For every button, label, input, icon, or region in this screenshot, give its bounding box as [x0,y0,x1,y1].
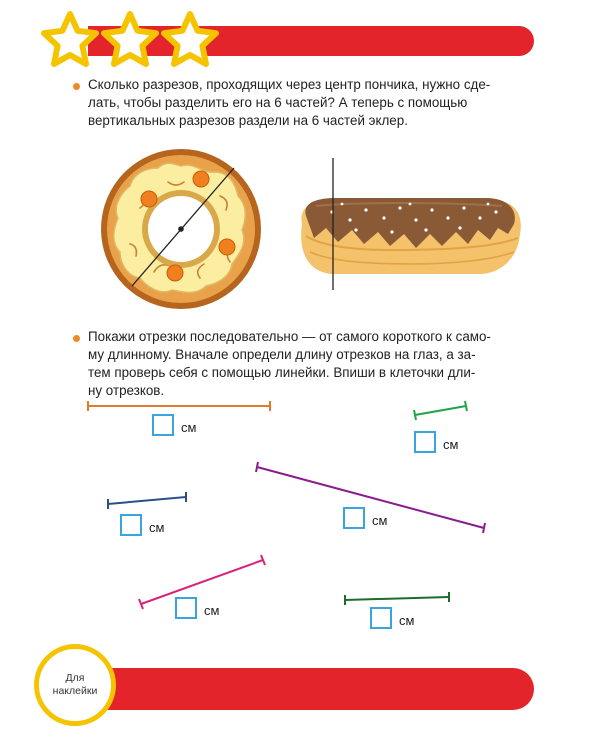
segment-orange [88,401,270,411]
task2-line: му длинному. Вначале определи длину отрезков на глаз, а за- [88,347,476,362]
unit-label: см [443,437,459,452]
unit-label: см [181,420,197,435]
task2-line: тем проверь себя с помощью линейки. Впиши в клеточки дли- [88,365,476,380]
unit-label: см [399,613,415,628]
sticker-label [45,672,105,698]
sticker-label-line: Для [65,672,85,684]
answer-box[interactable] [152,414,174,436]
answer-box[interactable] [370,607,392,629]
task1-line: вертикальных разрезов раздели на 6 частей эклер. [88,113,408,128]
unit-label: см [372,513,388,528]
task1-line: Сколько разрезов, проходящих через центр пончика, нужно сде- [88,77,491,92]
segment-purple [256,462,485,533]
task1-line: лать, чтобы разделить его на 6 частей? А теперь с помощью [88,95,468,110]
unit-label: см [204,603,220,618]
task2-line: ну отрезков. [88,383,165,398]
segment-blue [108,492,186,509]
segment-darkgreen [345,592,449,605]
unit-label: см [149,520,165,535]
task2-line: Покажи отрезки последовательно — от самого короткого к само- [88,329,491,344]
answer-box[interactable] [343,507,365,529]
answer-box[interactable] [414,431,436,453]
segment-green [414,401,467,420]
sticker-label-line: наклейки [52,685,98,697]
sticker-placeholder[interactable] [34,644,116,726]
answer-box[interactable] [175,597,197,619]
footer-bar [88,668,534,710]
segment-pink [139,555,265,609]
answer-box[interactable] [120,514,142,536]
